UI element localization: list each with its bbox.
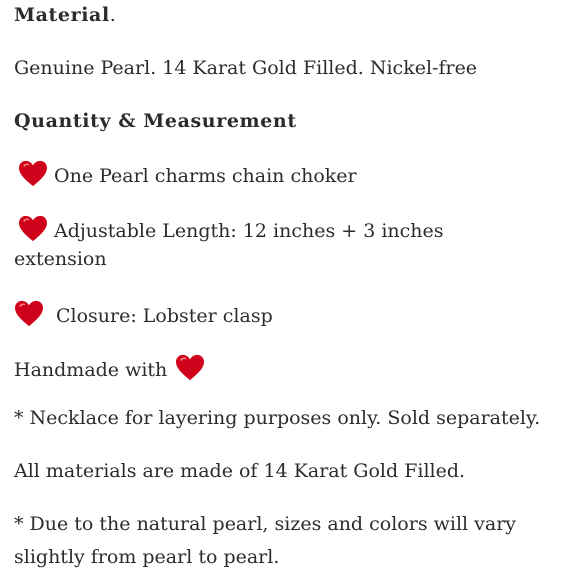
material-text: Genuine Pearl. 14 Karat Gold Filled. Nickel-free: [14, 57, 478, 79]
quantity-heading: Quantity & Measurement: [14, 110, 297, 132]
natural-pearl-note-line1: * Due to the natural pearl, sizes and colors will vary: [14, 513, 517, 535]
material-heading: [14, 4, 116, 26]
heart-icon: [18, 215, 48, 243]
material-heading-suffix: .: [109, 4, 117, 26]
list-item-text: Adjustable Length: 12 inches + 3 inches: [54, 220, 444, 242]
heart-icon: [175, 354, 205, 382]
materials-note: All materials are made of 14 Karat Gold Filled.: [14, 460, 466, 482]
heart-icon: [18, 160, 48, 188]
list-item: [18, 160, 357, 188]
list-item-text: Closure: Lobster clasp: [56, 305, 273, 327]
heart-icon: [14, 300, 44, 328]
list-item: [18, 215, 444, 243]
natural-pearl-note-line2: slightly from pearl to pearl.: [14, 546, 280, 568]
material-heading-label: Material: [14, 4, 110, 26]
list-item: [14, 300, 273, 328]
handmade-text: Handmade with: [14, 359, 168, 381]
list-item-continuation: extension: [14, 248, 107, 270]
layering-note: * Necklace for layering purposes only. Sold separately.: [14, 407, 541, 429]
handmade-line: [14, 354, 211, 382]
list-item-text: One Pearl charms chain choker: [54, 165, 357, 187]
